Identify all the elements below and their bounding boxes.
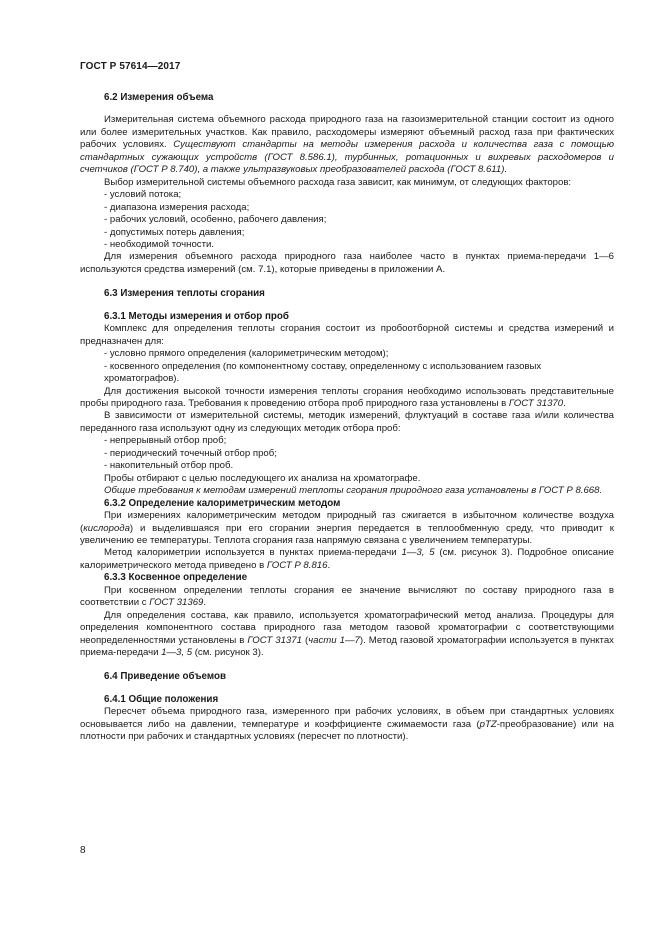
list-item: - условий потока; (104, 189, 182, 201)
page-number: 8 (80, 845, 86, 856)
paragraph: Измерительная система объемного расхода природного газа на газоизмерительной станции состоит из одного или более измерительных участков. Как правило, расходомеры измеряют объемный расход газа при фактических рабочих условиях. Существуют стандарты на методы измерения расхода и количества газа с помощью стандартных сужающих устройств (ГОСТ 8.586.1), турбинных, ротационных и вихревых расходомеров и счетчиков (ГОСТ Р 8.740), а также ультразвуковых преобразователей расхода (ГОСТ 8.611). (80, 114, 614, 176)
list-item: - диапазона измерения расхода; (104, 201, 250, 213)
document-body (80, 92, 614, 744)
paragraph: Для достижения высокой точности измерения теплоты сгорания необходимо использовать представительные пробы природного газа. Требования к проведению отбора проб природного газа установлены в ГОСТ 31370. (80, 385, 614, 409)
list-item: - косвенного определения (по компонентному составу, определенному с использованием газовых хроматографов). (104, 360, 542, 385)
paragraph: При измерениях калориметрическим методом природный газ сжигается в избыточном количестве воздуха (кислорода) и выделившаяся при его сгорании энергия передается в теплообменную среду, что приводит к увеличению ее температуры. Теплота сгорания газа напрямую связана с увеличением температуры. (80, 510, 614, 546)
list-item: - периодический точечный отбор проб; (104, 447, 277, 459)
paragraph: Метод калориметрии используется в пунктах приема-передачи 1—3, 5 (см. рисунок 3). Подробное описание калориметрического метода приведено в ГОСТ Р 8.816. (80, 547, 614, 571)
list-item: - непрерывный отбор проб; (104, 435, 227, 447)
paragraph: При косвенном определении теплоты сгорания ее значение вычисляют по составу природного газа в соответствии с ГОСТ 31369. (80, 584, 614, 609)
paragraph: Общие требования к методам измерений теплоты сгорания природного газа установлены в ГОСТ Р 8.668. (104, 485, 603, 497)
subsection-heading-6-3-1: 6.3.1 Методы измерения и отбор проб (104, 310, 289, 322)
list-item: - допустимых потерь давления; (104, 226, 245, 238)
list-item: - условно прямого определения (калориметрическим методом); (104, 348, 389, 360)
section-heading-6-4: 6.4 Приведение объемов (104, 671, 227, 683)
section-heading-6-3: 6.3 Измерения теплоты сгорания (104, 288, 265, 300)
document-header: ГОСТ Р 57614—2017 (80, 61, 181, 72)
subsection-heading-6-3-2: 6.3.2 Определение калориметрическим методом (104, 497, 341, 509)
section-heading-6-2: 6.2 Измерения объема (104, 92, 214, 103)
paragraph: Для определения состава, как правило, используется хроматографический метод анализа. Процедуры для определения компонентного состава природного газа методом газовой хроматографии с соответствующими неопределенностями установлены в ГОСТ 31371 (части 1—7). Метод газовой хроматографии используется в пунктах приема-передачи 1—3, 5 (см. рисунок 3). (80, 609, 614, 659)
paragraph: Для измерения объемного расхода природного газа наиболее часто в пунктах приема-передачи 1—6 используются средства измерений (см. 7.1), которые приведены в приложении А. (80, 251, 614, 275)
paragraph: В зависимости от измерительной системы, методик измерений, флуктуаций в составе газа и/или количества переданного газа используют одну из следующих методик отбора проб: (80, 410, 614, 434)
paragraph: Пробы отбирают с целью последующего их анализа на хроматографе. (104, 472, 421, 484)
subsection-heading-6-4-1: 6.4.1 Общие положения (104, 693, 219, 705)
list-item: - накопительный отбор проб. (104, 460, 234, 472)
list-item: - рабочих условий, особенно, рабочего давления; (104, 214, 327, 226)
subsection-heading-6-3-3: 6.3.3 Косвенное определение (104, 572, 248, 584)
paragraph: Комплекс для определения теплоты сгорания состоит из пробоотборной системы и средства измерений и предназначен для: (80, 323, 614, 347)
paragraph: Выбор измерительной системы объемного расхода газа зависит, как минимум, от следующих факторов: (104, 176, 572, 188)
paragraph: Пересчет объема природного газа, измеренного при рабочих условиях, в объем при стандартных условиях основывается либо на давлении, температуре и коэффициенте сжимаемости газа (pTZ-преобразование) или на плотности при рабочих и стандартных условиях (пересчет по плотности). (80, 706, 615, 743)
list-item: - необходимой точности. (104, 238, 214, 250)
